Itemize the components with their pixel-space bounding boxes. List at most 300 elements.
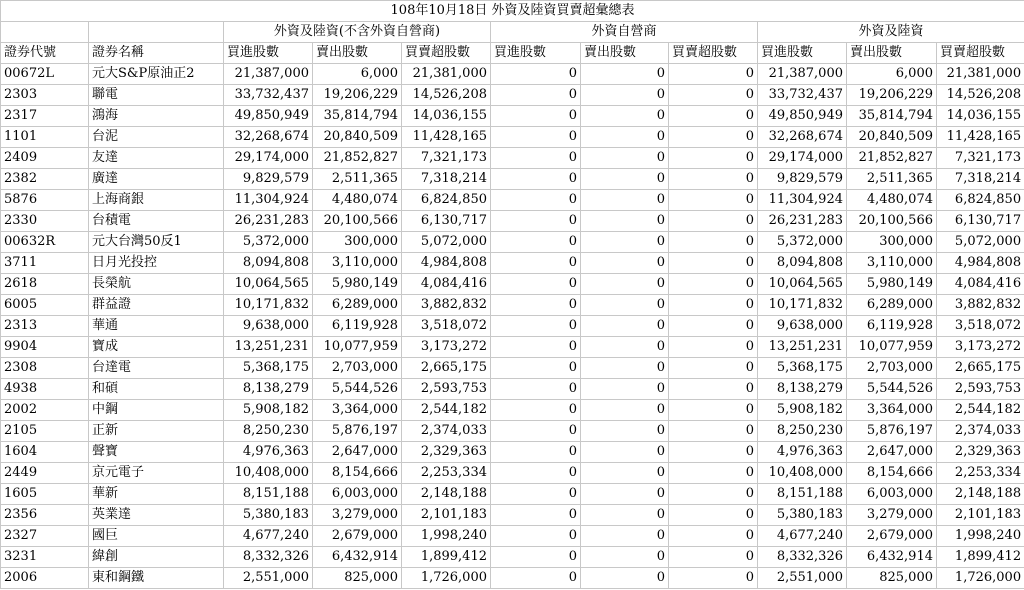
group-header-foreign-excl-dealers[interactable]: 外資及陸資(不含外資自營商) bbox=[224, 22, 491, 43]
sell-cell[interactable]: 0 bbox=[581, 169, 669, 190]
buy-cell[interactable]: 10,064,565 bbox=[758, 274, 847, 295]
sell-cell[interactable]: 19,206,229 bbox=[313, 85, 402, 106]
net-cell[interactable]: 2,665,175 bbox=[402, 358, 491, 379]
stock-code-cell[interactable]: 2327 bbox=[1, 526, 89, 547]
group-header-foreign-total[interactable]: 外資及陸資 bbox=[758, 22, 1024, 43]
sell-cell[interactable]: 0 bbox=[581, 253, 669, 274]
net-cell[interactable]: 5,072,000 bbox=[937, 232, 1024, 253]
sell-cell[interactable]: 8,154,666 bbox=[847, 463, 937, 484]
stock-code-cell[interactable]: 1605 bbox=[1, 484, 89, 505]
net-cell[interactable]: 1,998,240 bbox=[402, 526, 491, 547]
net-cell[interactable]: 0 bbox=[669, 253, 758, 274]
sell-cell[interactable]: 3,110,000 bbox=[313, 253, 402, 274]
buy-cell[interactable]: 5,372,000 bbox=[758, 232, 847, 253]
buy-cell[interactable]: 0 bbox=[491, 547, 581, 568]
net-cell[interactable]: 0 bbox=[669, 547, 758, 568]
buy-cell[interactable]: 10,171,832 bbox=[224, 295, 313, 316]
sell-cell[interactable]: 0 bbox=[581, 358, 669, 379]
stock-name-cell[interactable]: 正新 bbox=[89, 421, 224, 442]
net-cell[interactable]: 4,984,808 bbox=[937, 253, 1024, 274]
buy-cell[interactable]: 0 bbox=[491, 127, 581, 148]
buy-cell[interactable]: 29,174,000 bbox=[224, 148, 313, 169]
stock-code-cell[interactable]: 1101 bbox=[1, 127, 89, 148]
stock-name-cell[interactable]: 華新 bbox=[89, 484, 224, 505]
stock-name-cell[interactable]: 鴻海 bbox=[89, 106, 224, 127]
sell-cell[interactable]: 2,679,000 bbox=[313, 526, 402, 547]
net-cell[interactable]: 0 bbox=[669, 106, 758, 127]
net-cell[interactable]: 0 bbox=[669, 568, 758, 589]
buy-cell[interactable]: 32,268,674 bbox=[758, 127, 847, 148]
stock-name-cell[interactable]: 上海商銀 bbox=[89, 190, 224, 211]
net-cell[interactable]: 0 bbox=[669, 484, 758, 505]
net-cell[interactable]: 2,374,033 bbox=[402, 421, 491, 442]
sell-cell[interactable]: 6,000 bbox=[313, 64, 402, 85]
sell-cell[interactable]: 2,703,000 bbox=[313, 358, 402, 379]
net-cell[interactable]: 0 bbox=[669, 316, 758, 337]
buy-cell[interactable]: 0 bbox=[491, 421, 581, 442]
net-cell[interactable]: 0 bbox=[669, 190, 758, 211]
buy-cell[interactable]: 29,174,000 bbox=[758, 148, 847, 169]
sell-cell[interactable]: 6,289,000 bbox=[847, 295, 937, 316]
buy-cell[interactable]: 0 bbox=[491, 106, 581, 127]
sell-cell[interactable]: 4,480,074 bbox=[313, 190, 402, 211]
buy-cell[interactable]: 0 bbox=[491, 505, 581, 526]
stock-code-cell[interactable]: 2303 bbox=[1, 85, 89, 106]
sell-cell[interactable]: 5,980,149 bbox=[847, 274, 937, 295]
buy-cell[interactable]: 0 bbox=[491, 169, 581, 190]
buy-cell[interactable]: 11,304,924 bbox=[224, 190, 313, 211]
buy-cell[interactable]: 8,250,230 bbox=[758, 421, 847, 442]
net-cell[interactable]: 11,428,165 bbox=[937, 127, 1024, 148]
buy-cell[interactable]: 10,408,000 bbox=[224, 463, 313, 484]
header-net-2[interactable]: 買賣超股數 bbox=[669, 43, 758, 64]
net-cell[interactable]: 3,882,832 bbox=[402, 295, 491, 316]
sell-cell[interactable]: 825,000 bbox=[313, 568, 402, 589]
header-net-1[interactable]: 買賣超股數 bbox=[402, 43, 491, 64]
net-cell[interactable]: 7,321,173 bbox=[937, 148, 1024, 169]
net-cell[interactable]: 1,899,412 bbox=[937, 547, 1024, 568]
net-cell[interactable]: 3,518,072 bbox=[937, 316, 1024, 337]
buy-cell[interactable]: 9,638,000 bbox=[224, 316, 313, 337]
stock-code-cell[interactable]: 2356 bbox=[1, 505, 89, 526]
sell-cell[interactable]: 3,364,000 bbox=[847, 400, 937, 421]
net-cell[interactable]: 2,253,334 bbox=[937, 463, 1024, 484]
stock-name-cell[interactable]: 友達 bbox=[89, 148, 224, 169]
sell-cell[interactable]: 2,703,000 bbox=[847, 358, 937, 379]
sell-cell[interactable]: 35,814,794 bbox=[847, 106, 937, 127]
buy-cell[interactable]: 8,151,188 bbox=[758, 484, 847, 505]
buy-cell[interactable]: 0 bbox=[491, 64, 581, 85]
buy-cell[interactable]: 2,551,000 bbox=[758, 568, 847, 589]
sell-cell[interactable]: 2,647,000 bbox=[847, 442, 937, 463]
header-sell-3[interactable]: 賣出股數 bbox=[847, 43, 937, 64]
sell-cell[interactable]: 4,480,074 bbox=[847, 190, 937, 211]
stock-code-cell[interactable]: 2382 bbox=[1, 169, 89, 190]
sell-cell[interactable]: 300,000 bbox=[313, 232, 402, 253]
buy-cell[interactable]: 8,250,230 bbox=[224, 421, 313, 442]
net-cell[interactable]: 14,526,208 bbox=[402, 85, 491, 106]
net-cell[interactable]: 2,148,188 bbox=[937, 484, 1024, 505]
stock-name-cell[interactable]: 台積電 bbox=[89, 211, 224, 232]
net-cell[interactable]: 0 bbox=[669, 211, 758, 232]
net-cell[interactable]: 2,544,182 bbox=[937, 400, 1024, 421]
stock-name-cell[interactable]: 長榮航 bbox=[89, 274, 224, 295]
stock-code-cell[interactable]: 3711 bbox=[1, 253, 89, 274]
buy-cell[interactable]: 0 bbox=[491, 379, 581, 400]
stock-name-cell[interactable]: 東和鋼鐵 bbox=[89, 568, 224, 589]
net-cell[interactable]: 6,824,850 bbox=[937, 190, 1024, 211]
buy-cell[interactable]: 0 bbox=[491, 85, 581, 106]
buy-cell[interactable]: 8,332,326 bbox=[224, 547, 313, 568]
sell-cell[interactable]: 6,003,000 bbox=[847, 484, 937, 505]
header-sell-1[interactable]: 賣出股數 bbox=[313, 43, 402, 64]
net-cell[interactable]: 2,253,334 bbox=[402, 463, 491, 484]
sell-cell[interactable]: 6,003,000 bbox=[313, 484, 402, 505]
table-row bbox=[1, 190, 1024, 211]
stock-code-cell[interactable]: 4938 bbox=[1, 379, 89, 400]
buy-cell[interactable]: 8,151,188 bbox=[224, 484, 313, 505]
net-cell[interactable]: 0 bbox=[669, 85, 758, 106]
buy-cell[interactable]: 10,064,565 bbox=[224, 274, 313, 295]
buy-cell[interactable]: 8,094,808 bbox=[224, 253, 313, 274]
stock-name-cell[interactable]: 京元電子 bbox=[89, 463, 224, 484]
buy-cell[interactable]: 5,380,183 bbox=[758, 505, 847, 526]
stock-code-cell[interactable]: 00672L bbox=[1, 64, 89, 85]
sell-cell[interactable]: 3,279,000 bbox=[847, 505, 937, 526]
buy-cell[interactable]: 5,908,182 bbox=[224, 400, 313, 421]
group-header-blank[interactable] bbox=[89, 22, 224, 43]
buy-cell[interactable]: 0 bbox=[491, 232, 581, 253]
stock-code-cell[interactable]: 2449 bbox=[1, 463, 89, 484]
sell-cell[interactable]: 0 bbox=[581, 568, 669, 589]
net-cell[interactable]: 0 bbox=[669, 295, 758, 316]
stock-name-cell[interactable]: 日月光投控 bbox=[89, 253, 224, 274]
sell-cell[interactable]: 6,119,928 bbox=[847, 316, 937, 337]
stock-name-cell[interactable]: 華通 bbox=[89, 316, 224, 337]
sell-cell[interactable]: 35,814,794 bbox=[313, 106, 402, 127]
sell-cell[interactable]: 6,289,000 bbox=[313, 295, 402, 316]
buy-cell[interactable]: 0 bbox=[491, 211, 581, 232]
net-cell[interactable]: 0 bbox=[669, 169, 758, 190]
buy-cell[interactable]: 0 bbox=[491, 463, 581, 484]
sell-cell[interactable]: 5,544,526 bbox=[313, 379, 402, 400]
net-cell[interactable]: 3,882,832 bbox=[937, 295, 1024, 316]
net-cell[interactable]: 2,665,175 bbox=[937, 358, 1024, 379]
sell-cell[interactable]: 5,980,149 bbox=[313, 274, 402, 295]
net-cell[interactable]: 0 bbox=[669, 442, 758, 463]
net-cell[interactable]: 7,318,214 bbox=[937, 169, 1024, 190]
net-cell[interactable]: 0 bbox=[669, 526, 758, 547]
net-cell[interactable]: 7,321,173 bbox=[402, 148, 491, 169]
stock-name-cell[interactable]: 寶成 bbox=[89, 337, 224, 358]
stock-name-cell[interactable]: 元大台灣50反1 bbox=[89, 232, 224, 253]
net-cell[interactable]: 5,072,000 bbox=[402, 232, 491, 253]
buy-cell[interactable]: 0 bbox=[491, 358, 581, 379]
sell-cell[interactable]: 10,077,959 bbox=[847, 337, 937, 358]
buy-cell[interactable]: 10,171,832 bbox=[758, 295, 847, 316]
net-cell[interactable]: 0 bbox=[669, 379, 758, 400]
sell-cell[interactable]: 0 bbox=[581, 484, 669, 505]
net-cell[interactable]: 4,984,808 bbox=[402, 253, 491, 274]
net-cell[interactable]: 1,726,000 bbox=[937, 568, 1024, 589]
buy-cell[interactable]: 11,304,924 bbox=[758, 190, 847, 211]
sell-cell[interactable]: 3,364,000 bbox=[313, 400, 402, 421]
sell-cell[interactable]: 8,154,666 bbox=[313, 463, 402, 484]
stock-code-cell[interactable]: 2317 bbox=[1, 106, 89, 127]
buy-cell[interactable]: 0 bbox=[491, 442, 581, 463]
buy-cell[interactable]: 5,908,182 bbox=[758, 400, 847, 421]
buy-cell[interactable]: 10,408,000 bbox=[758, 463, 847, 484]
sell-cell[interactable]: 2,679,000 bbox=[847, 526, 937, 547]
header-net-3[interactable]: 買賣超股數 bbox=[937, 43, 1024, 64]
buy-cell[interactable]: 0 bbox=[491, 253, 581, 274]
column-header-row bbox=[1, 43, 1024, 64]
sell-cell[interactable]: 0 bbox=[581, 505, 669, 526]
sell-cell[interactable]: 0 bbox=[581, 274, 669, 295]
stock-code-cell[interactable]: 2409 bbox=[1, 148, 89, 169]
buy-cell[interactable]: 0 bbox=[491, 190, 581, 211]
stock-name-cell[interactable]: 廣達 bbox=[89, 169, 224, 190]
sell-cell[interactable]: 5,876,197 bbox=[313, 421, 402, 442]
sell-cell[interactable]: 0 bbox=[581, 148, 669, 169]
net-cell[interactable]: 2,329,363 bbox=[937, 442, 1024, 463]
buy-cell[interactable]: 5,380,183 bbox=[224, 505, 313, 526]
sheet-title[interactable]: 108年10月18日 外資及陸資買賣超彙總表 bbox=[1, 1, 1024, 22]
group-header-blank[interactable] bbox=[1, 22, 89, 43]
sell-cell[interactable]: 20,840,509 bbox=[847, 127, 937, 148]
net-cell[interactable]: 4,084,416 bbox=[937, 274, 1024, 295]
stock-name-cell[interactable]: 台泥 bbox=[89, 127, 224, 148]
sell-cell[interactable]: 2,511,365 bbox=[313, 169, 402, 190]
stock-name-cell[interactable]: 台達電 bbox=[89, 358, 224, 379]
buy-cell[interactable]: 9,638,000 bbox=[758, 316, 847, 337]
buy-cell[interactable]: 4,677,240 bbox=[224, 526, 313, 547]
header-buy-3[interactable]: 買進股數 bbox=[758, 43, 847, 64]
stock-code-cell[interactable]: 6005 bbox=[1, 295, 89, 316]
net-cell[interactable]: 0 bbox=[669, 148, 758, 169]
buy-cell[interactable]: 9,829,579 bbox=[758, 169, 847, 190]
sell-cell[interactable]: 0 bbox=[581, 64, 669, 85]
buy-cell[interactable]: 8,138,279 bbox=[224, 379, 313, 400]
net-cell[interactable]: 14,036,155 bbox=[937, 106, 1024, 127]
sell-cell[interactable]: 5,876,197 bbox=[847, 421, 937, 442]
buy-cell[interactable]: 0 bbox=[491, 337, 581, 358]
net-cell[interactable]: 6,130,717 bbox=[402, 211, 491, 232]
header-buy-2[interactable]: 買進股數 bbox=[491, 43, 581, 64]
stock-name-cell[interactable]: 聯電 bbox=[89, 85, 224, 106]
net-cell[interactable]: 2,593,753 bbox=[402, 379, 491, 400]
sell-cell[interactable]: 0 bbox=[581, 547, 669, 568]
stock-name-cell[interactable]: 和碩 bbox=[89, 379, 224, 400]
stock-code-cell[interactable]: 2313 bbox=[1, 316, 89, 337]
net-cell[interactable]: 21,381,000 bbox=[937, 64, 1024, 85]
net-cell[interactable]: 2,544,182 bbox=[402, 400, 491, 421]
buy-cell[interactable]: 0 bbox=[491, 526, 581, 547]
stock-name-cell[interactable]: 國巨 bbox=[89, 526, 224, 547]
net-cell[interactable]: 14,036,155 bbox=[402, 106, 491, 127]
sell-cell[interactable]: 0 bbox=[581, 316, 669, 337]
table-row bbox=[1, 127, 1024, 148]
net-cell[interactable]: 0 bbox=[669, 463, 758, 484]
net-cell[interactable]: 1,899,412 bbox=[402, 547, 491, 568]
sell-cell[interactable]: 20,100,566 bbox=[313, 211, 402, 232]
net-cell[interactable]: 1,998,240 bbox=[937, 526, 1024, 547]
stock-name-cell[interactable]: 元大S&P原油正2 bbox=[89, 64, 224, 85]
net-cell[interactable]: 11,428,165 bbox=[402, 127, 491, 148]
buy-cell[interactable]: 5,368,175 bbox=[224, 358, 313, 379]
buy-cell[interactable]: 0 bbox=[491, 148, 581, 169]
header-stock-code[interactable]: 證券代號 bbox=[1, 43, 89, 64]
sell-cell[interactable]: 0 bbox=[581, 337, 669, 358]
table-row bbox=[1, 106, 1024, 127]
header-stock-name[interactable]: 證券名稱 bbox=[89, 43, 224, 64]
buy-cell[interactable]: 13,251,231 bbox=[758, 337, 847, 358]
buy-cell[interactable]: 0 bbox=[491, 274, 581, 295]
net-cell[interactable]: 4,084,416 bbox=[402, 274, 491, 295]
sell-cell[interactable]: 21,852,827 bbox=[313, 148, 402, 169]
net-cell[interactable]: 0 bbox=[669, 64, 758, 85]
buy-cell[interactable]: 0 bbox=[491, 316, 581, 337]
table-row bbox=[1, 211, 1024, 232]
sell-cell[interactable]: 5,544,526 bbox=[847, 379, 937, 400]
buy-cell[interactable]: 9,829,579 bbox=[224, 169, 313, 190]
buy-cell[interactable]: 32,268,674 bbox=[224, 127, 313, 148]
net-cell[interactable]: 0 bbox=[669, 400, 758, 421]
sell-cell[interactable]: 21,852,827 bbox=[847, 148, 937, 169]
sell-cell[interactable]: 20,100,566 bbox=[847, 211, 937, 232]
net-cell[interactable]: 2,148,188 bbox=[402, 484, 491, 505]
stock-code-cell[interactable]: 2618 bbox=[1, 274, 89, 295]
net-cell[interactable]: 3,173,272 bbox=[402, 337, 491, 358]
buy-cell[interactable]: 8,138,279 bbox=[758, 379, 847, 400]
net-cell[interactable]: 0 bbox=[669, 232, 758, 253]
sell-cell[interactable]: 0 bbox=[581, 211, 669, 232]
buy-cell[interactable]: 21,387,000 bbox=[758, 64, 847, 85]
header-sell-2[interactable]: 賣出股數 bbox=[581, 43, 669, 64]
net-cell[interactable]: 3,518,072 bbox=[402, 316, 491, 337]
buy-cell[interactable]: 4,677,240 bbox=[758, 526, 847, 547]
sell-cell[interactable]: 0 bbox=[581, 190, 669, 211]
net-cell[interactable]: 2,593,753 bbox=[937, 379, 1024, 400]
buy-cell[interactable]: 13,251,231 bbox=[224, 337, 313, 358]
buy-cell[interactable]: 2,551,000 bbox=[224, 568, 313, 589]
table-row bbox=[1, 421, 1024, 442]
net-cell[interactable]: 7,318,214 bbox=[402, 169, 491, 190]
sell-cell[interactable]: 825,000 bbox=[847, 568, 937, 589]
buy-cell[interactable]: 49,850,949 bbox=[758, 106, 847, 127]
stock-code-cell[interactable]: 2006 bbox=[1, 568, 89, 589]
stock-code-cell[interactable]: 2330 bbox=[1, 211, 89, 232]
net-cell[interactable]: 0 bbox=[669, 505, 758, 526]
sell-cell[interactable]: 3,279,000 bbox=[313, 505, 402, 526]
stock-code-cell[interactable]: 2308 bbox=[1, 358, 89, 379]
stock-name-cell[interactable]: 聲寶 bbox=[89, 442, 224, 463]
net-cell[interactable]: 6,824,850 bbox=[402, 190, 491, 211]
buy-cell[interactable]: 49,850,949 bbox=[224, 106, 313, 127]
stock-code-cell[interactable]: 3231 bbox=[1, 547, 89, 568]
sell-cell[interactable]: 0 bbox=[581, 295, 669, 316]
sell-cell[interactable]: 2,647,000 bbox=[313, 442, 402, 463]
table-row bbox=[1, 337, 1024, 358]
sell-cell[interactable]: 6,432,914 bbox=[313, 547, 402, 568]
buy-cell[interactable]: 0 bbox=[491, 295, 581, 316]
buy-cell[interactable]: 0 bbox=[491, 484, 581, 505]
sell-cell[interactable]: 3,110,000 bbox=[847, 253, 937, 274]
buy-cell[interactable]: 4,976,363 bbox=[758, 442, 847, 463]
stock-code-cell[interactable]: 9904 bbox=[1, 337, 89, 358]
buy-cell[interactable]: 5,372,000 bbox=[224, 232, 313, 253]
net-cell[interactable]: 2,101,183 bbox=[937, 505, 1024, 526]
stock-code-cell[interactable]: 2002 bbox=[1, 400, 89, 421]
buy-cell[interactable]: 26,231,283 bbox=[224, 211, 313, 232]
net-cell[interactable]: 1,726,000 bbox=[402, 568, 491, 589]
sell-cell[interactable]: 0 bbox=[581, 127, 669, 148]
stock-code-cell[interactable]: 00632R bbox=[1, 232, 89, 253]
net-cell[interactable]: 2,101,183 bbox=[402, 505, 491, 526]
buy-cell[interactable]: 21,387,000 bbox=[224, 64, 313, 85]
sell-cell[interactable]: 0 bbox=[581, 85, 669, 106]
stock-name-cell[interactable]: 群益證 bbox=[89, 295, 224, 316]
net-cell[interactable]: 14,526,208 bbox=[937, 85, 1024, 106]
buy-cell[interactable]: 5,368,175 bbox=[758, 358, 847, 379]
net-cell[interactable]: 2,374,033 bbox=[937, 421, 1024, 442]
buy-cell[interactable]: 8,094,808 bbox=[758, 253, 847, 274]
group-header-foreign-dealers[interactable]: 外資自營商 bbox=[491, 22, 758, 43]
buy-cell[interactable]: 33,732,437 bbox=[758, 85, 847, 106]
sell-cell[interactable]: 0 bbox=[581, 421, 669, 442]
stock-code-cell[interactable]: 5876 bbox=[1, 190, 89, 211]
stock-code-cell[interactable]: 1604 bbox=[1, 442, 89, 463]
sell-cell[interactable]: 6,000 bbox=[847, 64, 937, 85]
net-cell[interactable]: 6,130,717 bbox=[937, 211, 1024, 232]
sell-cell[interactable]: 0 bbox=[581, 106, 669, 127]
net-cell[interactable]: 0 bbox=[669, 274, 758, 295]
sell-cell[interactable]: 20,840,509 bbox=[313, 127, 402, 148]
buy-cell[interactable]: 0 bbox=[491, 568, 581, 589]
buy-cell[interactable]: 4,976,363 bbox=[224, 442, 313, 463]
buy-cell[interactable]: 0 bbox=[491, 400, 581, 421]
stock-code-cell[interactable]: 2105 bbox=[1, 421, 89, 442]
sell-cell[interactable]: 0 bbox=[581, 400, 669, 421]
sell-cell[interactable]: 6,119,928 bbox=[313, 316, 402, 337]
sell-cell[interactable]: 6,432,914 bbox=[847, 547, 937, 568]
sell-cell[interactable]: 10,077,959 bbox=[313, 337, 402, 358]
net-cell[interactable]: 21,381,000 bbox=[402, 64, 491, 85]
sell-cell[interactable]: 0 bbox=[581, 463, 669, 484]
buy-cell[interactable]: 8,332,326 bbox=[758, 547, 847, 568]
sell-cell[interactable]: 0 bbox=[581, 526, 669, 547]
sell-cell[interactable]: 300,000 bbox=[847, 232, 937, 253]
sell-cell[interactable]: 0 bbox=[581, 232, 669, 253]
net-cell[interactable]: 0 bbox=[669, 127, 758, 148]
stock-name-cell[interactable]: 英業達 bbox=[89, 505, 224, 526]
buy-cell[interactable]: 26,231,283 bbox=[758, 211, 847, 232]
stock-name-cell[interactable]: 中鋼 bbox=[89, 400, 224, 421]
sell-cell[interactable]: 0 bbox=[581, 442, 669, 463]
net-cell[interactable]: 0 bbox=[669, 421, 758, 442]
stock-name-cell[interactable]: 緯創 bbox=[89, 547, 224, 568]
net-cell[interactable]: 2,329,363 bbox=[402, 442, 491, 463]
buy-cell[interactable]: 33,732,437 bbox=[224, 85, 313, 106]
header-buy-1[interactable]: 買進股數 bbox=[224, 43, 313, 64]
net-cell[interactable]: 0 bbox=[669, 358, 758, 379]
net-cell[interactable]: 0 bbox=[669, 337, 758, 358]
table-row bbox=[1, 169, 1024, 190]
net-cell[interactable]: 3,173,272 bbox=[937, 337, 1024, 358]
sell-cell[interactable]: 19,206,229 bbox=[847, 85, 937, 106]
sell-cell[interactable]: 2,511,365 bbox=[847, 169, 937, 190]
sell-cell[interactable]: 0 bbox=[581, 379, 669, 400]
